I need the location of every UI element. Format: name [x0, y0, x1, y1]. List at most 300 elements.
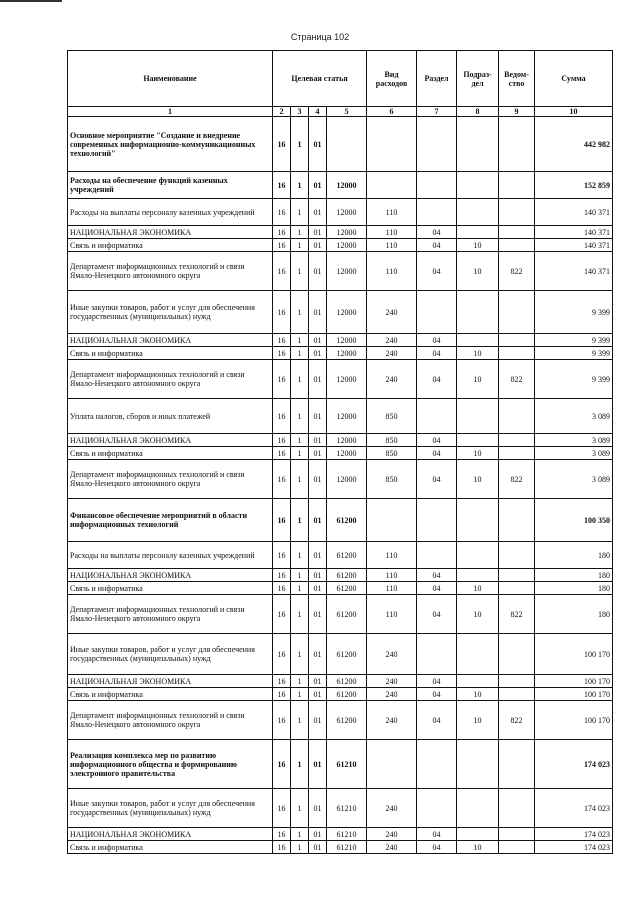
cell-measure: 01 [309, 399, 327, 434]
table-row [68, 172, 613, 199]
cell-measure: 01 [309, 434, 327, 447]
cell-program: 16 [273, 334, 291, 347]
cell-dept [499, 542, 535, 569]
cell-dept [499, 688, 535, 701]
cell-subsection: 10 [457, 701, 499, 740]
cell-subsection: 10 [457, 252, 499, 291]
cell-exp-type: 240 [367, 789, 417, 828]
table-row [68, 634, 613, 675]
cell-exp-type [367, 117, 417, 172]
table-row [68, 347, 613, 360]
page-header: Страница 102 [290, 32, 350, 42]
cell-measure: 01 [309, 334, 327, 347]
table-row [68, 199, 613, 226]
cell-direction: 61200 [327, 688, 367, 701]
cell-name: НАЦИОНАЛЬНАЯ ЭКОНОМИКА [68, 828, 273, 841]
cell-amount: 180 [535, 595, 613, 634]
cell-section [417, 634, 457, 675]
cell-direction: 61210 [327, 740, 367, 789]
cell-subprogram: 1 [291, 226, 309, 239]
cell-subsection [457, 569, 499, 582]
cell-direction: 61210 [327, 841, 367, 854]
cell-amount: 9 399 [535, 360, 613, 399]
cell-amount: 442 982 [535, 117, 613, 172]
cell-direction: 61200 [327, 595, 367, 634]
cell-amount: 140 371 [535, 199, 613, 226]
cell-direction: 12000 [327, 172, 367, 199]
cell-dept [499, 117, 535, 172]
cell-dept: 822 [499, 460, 535, 499]
cell-section: 04 [417, 434, 457, 447]
table-row [68, 252, 613, 291]
cell-program: 16 [273, 569, 291, 582]
cell-dept [499, 740, 535, 789]
cell-amount: 140 371 [535, 226, 613, 239]
table-row [68, 789, 613, 828]
cell-name: Связь и информатика [68, 582, 273, 595]
cell-exp-type: 110 [367, 569, 417, 582]
cell-subprogram: 1 [291, 460, 309, 499]
cell-subprogram: 1 [291, 675, 309, 688]
cell-subsection [457, 675, 499, 688]
cell-subsection: 10 [457, 841, 499, 854]
cell-dept [499, 634, 535, 675]
col-number: 1 [68, 107, 273, 117]
table-row [68, 460, 613, 499]
cell-subsection: 10 [457, 688, 499, 701]
cell-name: Связь и информатика [68, 841, 273, 854]
cell-program: 16 [273, 291, 291, 334]
cell-exp-type: 240 [367, 701, 417, 740]
cell-direction: 12000 [327, 252, 367, 291]
cell-exp-type: 240 [367, 334, 417, 347]
cell-name: Финансовое обеспечение мероприятий в области информационных технологий [68, 499, 273, 542]
cell-name: НАЦИОНАЛЬНАЯ ЭКОНОМИКА [68, 569, 273, 582]
cell-section [417, 542, 457, 569]
cell-subsection [457, 542, 499, 569]
cell-measure: 01 [309, 252, 327, 291]
cell-program: 16 [273, 199, 291, 226]
cell-amount: 9 399 [535, 347, 613, 360]
cell-measure: 01 [309, 199, 327, 226]
cell-exp-type: 110 [367, 199, 417, 226]
cell-exp-type: 240 [367, 688, 417, 701]
cell-name: Департамент информационных технологий и связи Ямало-Ненецкого автономного округа [68, 360, 273, 399]
cell-section: 04 [417, 688, 457, 701]
cell-name: Связь и информатика [68, 447, 273, 460]
cell-measure: 01 [309, 701, 327, 740]
cell-measure: 01 [309, 569, 327, 582]
cell-program: 16 [273, 634, 291, 675]
cell-exp-type: 850 [367, 460, 417, 499]
cell-name: Расходы на выплаты персоналу казенных учреждений [68, 199, 273, 226]
cell-dept [499, 675, 535, 688]
cell-amount: 100 170 [535, 634, 613, 675]
cell-section: 04 [417, 595, 457, 634]
cell-section [417, 789, 457, 828]
cell-subprogram: 1 [291, 701, 309, 740]
column-number-row [68, 107, 613, 117]
cell-section [417, 199, 457, 226]
table-row [68, 334, 613, 347]
cell-measure: 01 [309, 675, 327, 688]
cell-program: 16 [273, 460, 291, 499]
cell-name: Иные закупки товаров, работ и услуг для обеспечения государственных (муниципальных) нужд [68, 789, 273, 828]
col-header-exp-type: Вид расходов [367, 51, 417, 107]
cell-exp-type: 110 [367, 542, 417, 569]
cell-section: 04 [417, 582, 457, 595]
cell-subprogram: 1 [291, 740, 309, 789]
col-header-amount: Сумма [535, 51, 613, 107]
col-number: 6 [367, 107, 417, 117]
cell-name: Связь и информатика [68, 688, 273, 701]
cell-measure: 01 [309, 841, 327, 854]
cell-dept [499, 434, 535, 447]
cell-section [417, 499, 457, 542]
cell-dept [499, 291, 535, 334]
cell-amount: 140 371 [535, 239, 613, 252]
col-number: 9 [499, 107, 535, 117]
cell-subprogram: 1 [291, 499, 309, 542]
cell-section: 04 [417, 675, 457, 688]
cell-subprogram: 1 [291, 841, 309, 854]
cell-subsection [457, 634, 499, 675]
cell-amount: 180 [535, 582, 613, 595]
cell-direction: 61210 [327, 789, 367, 828]
cell-direction: 12000 [327, 360, 367, 399]
cell-program: 16 [273, 789, 291, 828]
cell-direction: 12000 [327, 447, 367, 460]
cell-program: 16 [273, 447, 291, 460]
cell-subsection [457, 334, 499, 347]
cell-exp-type [367, 740, 417, 789]
cell-exp-type [367, 499, 417, 542]
cell-measure: 01 [309, 226, 327, 239]
cell-section [417, 172, 457, 199]
table-row [68, 360, 613, 399]
cell-direction: 61200 [327, 582, 367, 595]
cell-direction: 61200 [327, 499, 367, 542]
col-number: 10 [535, 107, 613, 117]
cell-amount: 100 170 [535, 688, 613, 701]
col-number: 4 [309, 107, 327, 117]
cell-name: Основное мероприятие "Создание и внедрение современных информационно-коммуникационных технологий" [68, 117, 273, 172]
cell-measure: 01 [309, 499, 327, 542]
col-header-name: Наименование [68, 51, 273, 107]
cell-program: 16 [273, 117, 291, 172]
cell-name: Департамент информационных технологий и связи Ямало-Ненецкого автономного округа [68, 252, 273, 291]
cell-direction: 12000 [327, 226, 367, 239]
cell-subsection [457, 117, 499, 172]
cell-subprogram: 1 [291, 291, 309, 334]
cell-direction [327, 117, 367, 172]
table-row [68, 828, 613, 841]
cell-direction: 61200 [327, 542, 367, 569]
cell-direction: 61200 [327, 569, 367, 582]
cell-program: 16 [273, 226, 291, 239]
cell-dept: 822 [499, 360, 535, 399]
cell-exp-type: 110 [367, 595, 417, 634]
cell-measure: 01 [309, 291, 327, 334]
budget-table [67, 50, 613, 854]
cell-subsection: 10 [457, 460, 499, 499]
cell-subprogram: 1 [291, 172, 309, 199]
cell-measure: 01 [309, 688, 327, 701]
cell-dept [499, 172, 535, 199]
cell-name: Департамент информационных технологий и связи Ямало-Ненецкого автономного округа [68, 460, 273, 499]
cell-program: 16 [273, 688, 291, 701]
cell-name: Уплата налогов, сборов и иных платежей [68, 399, 273, 434]
cell-amount: 100 350 [535, 499, 613, 542]
cell-amount: 100 170 [535, 701, 613, 740]
cell-section: 04 [417, 347, 457, 360]
cell-direction: 61210 [327, 828, 367, 841]
cell-dept [499, 499, 535, 542]
cell-measure: 01 [309, 634, 327, 675]
table-row [68, 675, 613, 688]
cell-subprogram: 1 [291, 334, 309, 347]
table-row [68, 499, 613, 542]
cell-section: 04 [417, 701, 457, 740]
cell-subsection: 10 [457, 595, 499, 634]
cell-subprogram: 1 [291, 688, 309, 701]
cell-name: Реализация комплекса мер по развитию информационного общества и формированию электронного правительства [68, 740, 273, 789]
cell-subprogram: 1 [291, 634, 309, 675]
cell-amount: 9 399 [535, 291, 613, 334]
cell-program: 16 [273, 399, 291, 434]
cell-amount: 3 089 [535, 460, 613, 499]
cell-name: Департамент информационных технологий и связи Ямало-Ненецкого автономного округа [68, 595, 273, 634]
cell-subsection [457, 499, 499, 542]
cell-measure: 01 [309, 582, 327, 595]
cell-name: НАЦИОНАЛЬНАЯ ЭКОНОМИКА [68, 675, 273, 688]
table-row [68, 226, 613, 239]
cell-exp-type: 850 [367, 447, 417, 460]
table-row [68, 447, 613, 460]
table-row [68, 117, 613, 172]
top-rule [0, 0, 62, 2]
cell-direction: 12000 [327, 347, 367, 360]
table-row [68, 569, 613, 582]
table-row [68, 239, 613, 252]
table-row [68, 542, 613, 569]
cell-amount: 174 023 [535, 789, 613, 828]
cell-subprogram: 1 [291, 569, 309, 582]
cell-direction: 61200 [327, 675, 367, 688]
cell-amount: 152 859 [535, 172, 613, 199]
cell-name: НАЦИОНАЛЬНАЯ ЭКОНОМИКА [68, 434, 273, 447]
cell-exp-type [367, 172, 417, 199]
cell-program: 16 [273, 701, 291, 740]
col-number: 3 [291, 107, 309, 117]
cell-subprogram: 1 [291, 252, 309, 291]
cell-amount: 100 170 [535, 675, 613, 688]
cell-measure: 01 [309, 828, 327, 841]
cell-section [417, 399, 457, 434]
cell-measure: 01 [309, 347, 327, 360]
cell-exp-type: 240 [367, 347, 417, 360]
cell-exp-type: 240 [367, 634, 417, 675]
cell-subsection [457, 226, 499, 239]
cell-name: Иные закупки товаров, работ и услуг для обеспечения государственных (муниципальных) нужд [68, 634, 273, 675]
cell-subsection [457, 399, 499, 434]
col-header-subsection: Подраз-дел [457, 51, 499, 107]
cell-dept: 822 [499, 595, 535, 634]
cell-program: 16 [273, 239, 291, 252]
cell-measure: 01 [309, 595, 327, 634]
cell-amount: 9 399 [535, 334, 613, 347]
cell-program: 16 [273, 360, 291, 399]
cell-exp-type: 240 [367, 828, 417, 841]
cell-direction: 61200 [327, 634, 367, 675]
cell-measure: 01 [309, 460, 327, 499]
table-row [68, 701, 613, 740]
cell-measure: 01 [309, 542, 327, 569]
cell-measure: 01 [309, 360, 327, 399]
cell-program: 16 [273, 740, 291, 789]
col-number: 5 [327, 107, 367, 117]
cell-subsection [457, 199, 499, 226]
col-header-target: Целевая статья [273, 51, 367, 107]
cell-amount: 3 089 [535, 447, 613, 460]
table-row [68, 399, 613, 434]
cell-measure: 01 [309, 789, 327, 828]
table-row [68, 434, 613, 447]
cell-dept [499, 828, 535, 841]
cell-amount: 3 089 [535, 399, 613, 434]
cell-subsection [457, 740, 499, 789]
table-row [68, 595, 613, 634]
cell-subprogram: 1 [291, 789, 309, 828]
cell-direction: 12000 [327, 334, 367, 347]
cell-measure: 01 [309, 239, 327, 252]
cell-amount: 3 089 [535, 434, 613, 447]
cell-subsection [457, 172, 499, 199]
cell-amount: 180 [535, 542, 613, 569]
cell-subprogram: 1 [291, 360, 309, 399]
table-row [68, 291, 613, 334]
cell-name: Департамент информационных технологий и связи Ямало-Ненецкого автономного округа [68, 701, 273, 740]
cell-name: НАЦИОНАЛЬНАЯ ЭКОНОМИКА [68, 334, 273, 347]
cell-dept [499, 239, 535, 252]
col-header-dept: Ведом-ство [499, 51, 535, 107]
cell-section: 04 [417, 841, 457, 854]
cell-exp-type: 110 [367, 239, 417, 252]
cell-measure: 01 [309, 447, 327, 460]
table-row [68, 582, 613, 595]
cell-subsection: 10 [457, 239, 499, 252]
cell-section [417, 291, 457, 334]
cell-dept [499, 569, 535, 582]
cell-section [417, 740, 457, 789]
cell-exp-type: 240 [367, 360, 417, 399]
cell-exp-type: 850 [367, 399, 417, 434]
cell-direction: 61200 [327, 701, 367, 740]
cell-measure: 01 [309, 172, 327, 199]
cell-section: 04 [417, 828, 457, 841]
cell-section: 04 [417, 460, 457, 499]
cell-dept [499, 334, 535, 347]
cell-program: 16 [273, 828, 291, 841]
cell-amount: 174 023 [535, 828, 613, 841]
cell-section: 04 [417, 252, 457, 291]
cell-name: Расходы на выплаты персоналу казенных учреждений [68, 542, 273, 569]
col-number: 7 [417, 107, 457, 117]
cell-subsection [457, 434, 499, 447]
cell-subprogram: 1 [291, 447, 309, 460]
cell-dept [499, 841, 535, 854]
cell-dept [499, 789, 535, 828]
cell-section: 04 [417, 334, 457, 347]
cell-subprogram: 1 [291, 239, 309, 252]
cell-subprogram: 1 [291, 399, 309, 434]
cell-amount: 140 371 [535, 252, 613, 291]
cell-subsection [457, 828, 499, 841]
cell-direction: 12000 [327, 291, 367, 334]
cell-amount: 174 023 [535, 740, 613, 789]
cell-subprogram: 1 [291, 595, 309, 634]
table-body [68, 117, 613, 854]
cell-dept [499, 447, 535, 460]
cell-section: 04 [417, 569, 457, 582]
cell-dept [499, 199, 535, 226]
cell-name: НАЦИОНАЛЬНАЯ ЭКОНОМИКА [68, 226, 273, 239]
cell-program: 16 [273, 434, 291, 447]
cell-dept [499, 226, 535, 239]
cell-exp-type: 240 [367, 675, 417, 688]
cell-name: Связь и информатика [68, 347, 273, 360]
cell-subsection: 10 [457, 360, 499, 399]
cell-program: 16 [273, 347, 291, 360]
table-row [68, 688, 613, 701]
cell-subsection [457, 291, 499, 334]
cell-amount: 180 [535, 569, 613, 582]
cell-subprogram: 1 [291, 542, 309, 569]
cell-direction: 12000 [327, 399, 367, 434]
cell-program: 16 [273, 499, 291, 542]
table-row [68, 740, 613, 789]
col-number: 2 [273, 107, 291, 117]
cell-exp-type: 240 [367, 841, 417, 854]
cell-section: 04 [417, 226, 457, 239]
cell-measure: 01 [309, 117, 327, 172]
cell-subsection: 10 [457, 347, 499, 360]
table-row [68, 841, 613, 854]
cell-section: 04 [417, 447, 457, 460]
cell-program: 16 [273, 675, 291, 688]
cell-program: 16 [273, 542, 291, 569]
col-header-section: Раздел [417, 51, 457, 107]
cell-exp-type: 850 [367, 434, 417, 447]
cell-dept [499, 347, 535, 360]
cell-section: 04 [417, 360, 457, 399]
cell-exp-type: 110 [367, 582, 417, 595]
cell-subprogram: 1 [291, 434, 309, 447]
header-row [68, 51, 613, 107]
cell-subprogram: 1 [291, 199, 309, 226]
cell-exp-type: 110 [367, 226, 417, 239]
cell-subprogram: 1 [291, 582, 309, 595]
cell-section: 04 [417, 239, 457, 252]
cell-section [417, 117, 457, 172]
cell-dept: 822 [499, 701, 535, 740]
col-number: 8 [457, 107, 499, 117]
cell-subprogram: 1 [291, 347, 309, 360]
cell-subsection: 10 [457, 582, 499, 595]
cell-direction: 12000 [327, 434, 367, 447]
cell-exp-type: 110 [367, 252, 417, 291]
cell-subsection [457, 789, 499, 828]
